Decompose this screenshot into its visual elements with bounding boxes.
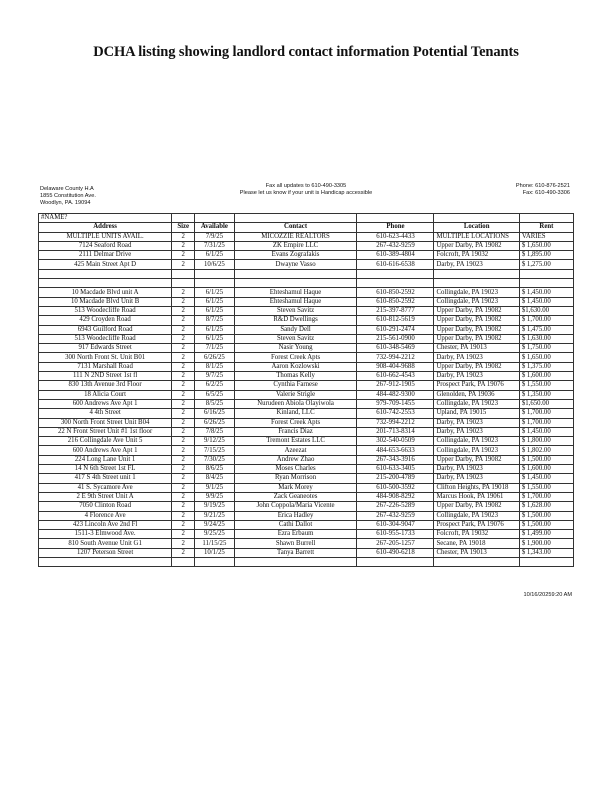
available-cell: 6/5/25 xyxy=(195,390,235,399)
available-cell: 9/12/25 xyxy=(195,437,235,446)
address-cell: 18 Alicia Court xyxy=(39,390,172,399)
size-cell: 2 xyxy=(172,474,195,483)
location-cell: Collingdale, PA 19023 xyxy=(434,437,519,446)
address-cell: 513 Woodecliffe Road xyxy=(39,306,172,315)
location-cell: Secane, PA 19018 xyxy=(434,539,519,548)
size-cell: 2 xyxy=(172,334,195,343)
listing-row xyxy=(39,334,574,343)
name-placeholder-cell: #NAME? xyxy=(39,214,172,223)
contact-cell: Steven Savitz xyxy=(234,334,357,343)
available-cell: 6/1/25 xyxy=(195,306,235,315)
rent-cell: $ 1,375.00 xyxy=(519,362,573,371)
listing-row xyxy=(39,492,574,501)
location-cell: Upper Darby, PA 19082 xyxy=(434,334,519,343)
contact-cell: Tremont Estates LLC xyxy=(234,437,357,446)
location-cell: Darby, PA 19023 xyxy=(434,418,519,427)
phone-cell: 267-912-1905 xyxy=(357,381,434,390)
rent-cell: $ 1,650.00 xyxy=(519,241,573,250)
address-cell: 4 Florence Ave xyxy=(39,511,172,520)
contact-cell: Aaron Kozlowski xyxy=(234,362,357,371)
col-header-available: Available xyxy=(195,223,235,232)
address-cell: 1511-3 Elmwood Ave. xyxy=(39,530,172,539)
blank-row xyxy=(39,557,574,566)
size-cell: 2 xyxy=(172,409,195,418)
location-cell: Darby, PA 19023 xyxy=(434,427,519,436)
available-cell: 6/2/25 xyxy=(195,381,235,390)
contact-cell: MICOZZIE REALTORS xyxy=(234,232,357,241)
size-cell: 2 xyxy=(172,539,195,548)
address-cell: 111 N 2ND Street 1st fl xyxy=(39,372,172,381)
size-cell: 2 xyxy=(172,344,195,353)
contact-cell: Evans Zografakis xyxy=(234,251,357,260)
location-cell: Clifton Heights, PA 19018 xyxy=(434,483,519,492)
phone-cell: 610-304-9047 xyxy=(357,520,434,529)
size-cell: 2 xyxy=(172,530,195,539)
size-cell: 2 xyxy=(172,381,195,390)
size-cell: 2 xyxy=(172,418,195,427)
contact-cell: Nasir Young xyxy=(234,344,357,353)
listing-table xyxy=(38,213,574,567)
available-cell: 9/21/25 xyxy=(195,511,235,520)
rent-cell: $ 1,900.00 xyxy=(519,539,573,548)
listing-row xyxy=(39,483,574,492)
listing-row xyxy=(39,455,574,464)
location-cell: Collingdale, PA 19023 xyxy=(434,297,519,306)
rent-cell: $ 1,500.00 xyxy=(519,511,573,520)
rent-cell: $ 1,500.00 xyxy=(519,520,573,529)
location-cell: Folcroft, PA 19032 xyxy=(434,251,519,260)
size-cell: 2 xyxy=(172,492,195,501)
col-header-address: Address xyxy=(39,223,172,232)
contact-cell: Cathi Dallot xyxy=(234,520,357,529)
contact-cell: Moses Charles xyxy=(234,465,357,474)
address-cell: 224 Long Lane Unit 1 xyxy=(39,455,172,464)
address-cell: 22 N Front Street Unit #1 1st floor xyxy=(39,427,172,436)
rent-cell: $ 1,500.00 xyxy=(519,455,573,464)
handicap-note: Please let us know if your unit is Handicap accessible xyxy=(239,190,373,196)
phone-cell: 267-432-9259 xyxy=(357,511,434,520)
address-cell: 6943 Guilford Road xyxy=(39,325,172,334)
listing-row xyxy=(39,251,574,260)
listing-row xyxy=(39,511,574,520)
fax-notice-block xyxy=(200,183,412,197)
available-cell: 11/15/25 xyxy=(195,539,235,548)
phone-cell: 610-633-3405 xyxy=(357,465,434,474)
phone-cell: 732-994-2212 xyxy=(357,353,434,362)
agency-name: Delaware County H.A xyxy=(40,186,94,192)
available-cell: 7/9/25 xyxy=(195,232,235,241)
rent-cell: $ 1,550.00 xyxy=(519,483,573,492)
col-header-contact: Contact xyxy=(234,223,357,232)
address-cell: MULTIPLE UNITS AVAIL. xyxy=(39,232,172,241)
rent-cell: $ 1,802.00 xyxy=(519,446,573,455)
available-cell: 6/26/25 xyxy=(195,418,235,427)
contact-cell: Forest Creek Apts xyxy=(234,353,357,362)
available-cell: 9/7/25 xyxy=(195,372,235,381)
contact-cell: Ehteshamul Haque xyxy=(234,297,357,306)
available-cell: 7/15/25 xyxy=(195,446,235,455)
contact-cell: Thomas Kelly xyxy=(234,372,357,381)
phone-cell: 732-994-2212 xyxy=(357,418,434,427)
agency-address-block xyxy=(40,186,96,207)
column-header-row xyxy=(39,223,574,232)
phone-cell: 610-291-2474 xyxy=(357,325,434,334)
size-cell: 2 xyxy=(172,297,195,306)
available-cell: 6/1/25 xyxy=(195,334,235,343)
contact-cell: Zack Geaneotes xyxy=(234,492,357,501)
address-cell: 41 S. Sycamore Ave xyxy=(39,483,172,492)
contact-cell: Ezra Erbaum xyxy=(234,530,357,539)
rent-cell: $ 1,895.00 xyxy=(519,251,573,260)
location-cell: Marcus Hook, PA 19061 xyxy=(434,492,519,501)
contact-cell: Dwayne Vasso xyxy=(234,260,357,269)
location-cell: Upper Darby, PA 19082 xyxy=(434,241,519,250)
agency-contact-block xyxy=(516,183,570,197)
phone-cell: 215-561-0900 xyxy=(357,334,434,343)
address-cell: 14 N 6th Street 1st FL xyxy=(39,465,172,474)
rent-cell: $1,650.00 xyxy=(519,399,573,408)
phone-cell: 267-432-9259 xyxy=(357,241,434,250)
rent-cell: $ 1,350.00 xyxy=(519,390,573,399)
available-cell: 7/31/25 xyxy=(195,241,235,250)
contact-cell: Kinland, LLC xyxy=(234,409,357,418)
available-cell: 10/1/25 xyxy=(195,548,235,557)
listing-row xyxy=(39,502,574,511)
size-cell: 2 xyxy=(172,260,195,269)
available-cell: 9/24/25 xyxy=(195,520,235,529)
location-cell: Glenolden, PA 19036 xyxy=(434,390,519,399)
phone-cell: 267-226-5289 xyxy=(357,502,434,511)
contact-cell: R&D Dwellings xyxy=(234,316,357,325)
agency-fax: Fax: 610-490-3306 xyxy=(522,190,570,196)
listing-row xyxy=(39,474,574,483)
address-cell: 830 13th Avenue 3rd Floor xyxy=(39,381,172,390)
location-cell: Collingdale, PA 19023 xyxy=(434,288,519,297)
address-cell: 4 4th Street xyxy=(39,409,172,418)
rent-cell: $ 1,275.00 xyxy=(519,260,573,269)
blank-row xyxy=(39,269,574,278)
listing-row xyxy=(39,241,574,250)
location-cell: Chester, PA 19013 xyxy=(434,344,519,353)
size-cell: 2 xyxy=(172,399,195,408)
agency-city: Woodlyn, PA. 19094 xyxy=(40,200,91,206)
listing-row xyxy=(39,390,574,399)
size-cell: 2 xyxy=(172,232,195,241)
size-cell: 2 xyxy=(172,483,195,492)
size-cell: 2 xyxy=(172,306,195,315)
rent-cell: $ 1,800.00 xyxy=(519,437,573,446)
address-cell: 600 Andrews Ave Apt 1 xyxy=(39,446,172,455)
listing-row xyxy=(39,418,574,427)
rent-cell: $ 1,630.00 xyxy=(519,334,573,343)
rent-cell: $ 1,700.00 xyxy=(519,409,573,418)
address-cell: 7124 Seaford Road xyxy=(39,241,172,250)
size-cell: 2 xyxy=(172,437,195,446)
rent-cell: $ 1,550.00 xyxy=(519,381,573,390)
listing-row xyxy=(39,548,574,557)
available-cell: 8/5/25 xyxy=(195,399,235,408)
contact-cell: Cynthia Farnese xyxy=(234,381,357,390)
phone-cell: 610-662-4543 xyxy=(357,372,434,381)
phone-cell: 610-490-6218 xyxy=(357,548,434,557)
rent-cell: $ 1,499.00 xyxy=(519,530,573,539)
phone-cell: 610-742-2553 xyxy=(357,409,434,418)
available-cell: 7/1/25 xyxy=(195,344,235,353)
rent-cell: $ 1,450.00 xyxy=(519,427,573,436)
listing-row xyxy=(39,520,574,529)
listing-row xyxy=(39,362,574,371)
size-cell: 2 xyxy=(172,455,195,464)
address-cell: 7131 Marshall Road xyxy=(39,362,172,371)
listing-row xyxy=(39,353,574,362)
col-header-size: Size xyxy=(172,223,195,232)
address-cell: 7050 Clinton Road xyxy=(39,502,172,511)
size-cell: 2 xyxy=(172,353,195,362)
phone-cell: 610-500-3592 xyxy=(357,483,434,492)
size-cell: 2 xyxy=(172,520,195,529)
phone-cell: 484-653-6633 xyxy=(357,446,434,455)
contact-cell: Steven Savitz xyxy=(234,306,357,315)
rent-cell: $ 1,450.00 xyxy=(519,474,573,483)
size-cell: 2 xyxy=(172,548,195,557)
rent-cell: $ 1,700.00 xyxy=(519,316,573,325)
phone-cell: 610-812-5619 xyxy=(357,316,434,325)
rent-cell: $ 1,700.00 xyxy=(519,418,573,427)
contact-cell: Mark Morey xyxy=(234,483,357,492)
size-cell: 2 xyxy=(172,251,195,260)
size-cell: 2 xyxy=(172,241,195,250)
location-cell: Upper Darby, PA 19082 xyxy=(434,362,519,371)
contact-cell: Ehteshamul Haque xyxy=(234,288,357,297)
page-title: DCHA listing showing landlord contact information Potential Tenants xyxy=(93,44,519,60)
location-cell: Prospect Park, PA 19076 xyxy=(434,381,519,390)
rent-cell: $ 1,628.00 xyxy=(519,502,573,511)
available-cell: 6/1/25 xyxy=(195,251,235,260)
listing-row xyxy=(39,446,574,455)
phone-cell: 610-389-4804 xyxy=(357,251,434,260)
contact-cell: Ryan Morrison xyxy=(234,474,357,483)
contact-cell: Forest Creek Apts xyxy=(234,418,357,427)
phone-cell: 610-348-5469 xyxy=(357,344,434,353)
contact-cell: Valerie Strigle xyxy=(234,390,357,399)
listing-group-1 xyxy=(39,232,574,269)
listing-row xyxy=(39,372,574,381)
location-cell: Darby, PA 19023 xyxy=(434,474,519,483)
location-cell: Darby, PA 19023 xyxy=(434,260,519,269)
available-cell: 8/1/25 xyxy=(195,362,235,371)
rent-cell: $ 1,750.00 xyxy=(519,344,573,353)
size-cell: 2 xyxy=(172,372,195,381)
address-cell: 417 S 4th Street unit 1 xyxy=(39,474,172,483)
listing-group-2 xyxy=(39,288,574,558)
available-cell: 7/8/25 xyxy=(195,427,235,436)
rent-cell: $ 1,650.00 xyxy=(519,353,573,362)
available-cell: 8/4/25 xyxy=(195,474,235,483)
available-cell: 6/16/25 xyxy=(195,409,235,418)
contact-cell: Tanya Barrett xyxy=(234,548,357,557)
rent-cell: $ 1,343.00 xyxy=(519,548,573,557)
size-cell: 2 xyxy=(172,465,195,474)
location-cell: Upland, PA 19015 xyxy=(434,409,519,418)
fax-updates-note: Fax all updates to 610-490-3305 xyxy=(265,183,347,189)
phone-cell: 267-343-3916 xyxy=(357,455,434,464)
address-cell: 600 Andrews Ave Apt 1 xyxy=(39,399,172,408)
phone-cell: 215-397-8777 xyxy=(357,306,434,315)
rent-cell: $ 1,600.00 xyxy=(519,465,573,474)
address-cell: 2111 Delmar Drive xyxy=(39,251,172,260)
listing-row xyxy=(39,399,574,408)
size-cell: 2 xyxy=(172,288,195,297)
listing-row xyxy=(39,316,574,325)
available-cell: 8/6/25 xyxy=(195,465,235,474)
phone-cell: 610-616-6538 xyxy=(357,260,434,269)
address-cell: 513 Woodecliffe Road xyxy=(39,334,172,343)
trailing-blank-rows xyxy=(39,557,574,566)
available-cell: 6/1/25 xyxy=(195,297,235,306)
blank-row xyxy=(39,279,574,288)
location-cell: Collingdale, PA 19023 xyxy=(434,446,519,455)
listing-row xyxy=(39,465,574,474)
contact-cell: Sandy Dell xyxy=(234,325,357,334)
rent-cell: $ 1,700.00 xyxy=(519,492,573,501)
address-cell: 917 Edwards Street xyxy=(39,344,172,353)
phone-cell: 267-205-1257 xyxy=(357,539,434,548)
listing-row xyxy=(39,325,574,334)
listing-row xyxy=(39,306,574,315)
available-cell: 6/1/25 xyxy=(195,325,235,334)
contact-cell: Azeezat xyxy=(234,446,357,455)
available-cell: 9/1/25 xyxy=(195,483,235,492)
size-cell: 2 xyxy=(172,511,195,520)
phone-cell: 302-540-0509 xyxy=(357,437,434,446)
phone-cell: 215-200-4789 xyxy=(357,474,434,483)
name-placeholder-row xyxy=(39,214,574,223)
spacer-rows xyxy=(39,269,574,288)
location-cell: MULTIPLE LOCATIONS xyxy=(434,232,519,241)
available-cell: 6/26/25 xyxy=(195,353,235,362)
phone-cell: 610-850-2592 xyxy=(357,288,434,297)
size-cell: 2 xyxy=(172,502,195,511)
location-cell: Chester, PA 19013 xyxy=(434,548,519,557)
location-cell: Prospect Park, PA 19076 xyxy=(434,520,519,529)
size-cell: 2 xyxy=(172,446,195,455)
contact-cell: Nurudeen Abiola Olayiwola xyxy=(234,399,357,408)
phone-cell: 908-404-9688 xyxy=(357,362,434,371)
size-cell: 2 xyxy=(172,325,195,334)
listing-row xyxy=(39,344,574,353)
contact-cell: Erica Hadley xyxy=(234,511,357,520)
size-cell: 2 xyxy=(172,390,195,399)
location-cell: Folcroft, PA 19032 xyxy=(434,530,519,539)
listing-row xyxy=(39,381,574,390)
available-cell: 10/6/25 xyxy=(195,260,235,269)
size-cell: 2 xyxy=(172,362,195,371)
address-cell: 2 E 9th Street Unit A xyxy=(39,492,172,501)
phone-cell: 610-955-1733 xyxy=(357,530,434,539)
listing-row xyxy=(39,297,574,306)
rent-cell: $1,630.00 xyxy=(519,306,573,315)
address-cell: 216 Collingdale Ave Unit 5 xyxy=(39,437,172,446)
listing-row xyxy=(39,232,574,241)
available-cell: 9/19/25 xyxy=(195,502,235,511)
contact-cell: Andrew Zhao xyxy=(234,455,357,464)
phone-cell: 610-623-4433 xyxy=(357,232,434,241)
location-cell: Upper Darby, PA 19082 xyxy=(434,502,519,511)
agency-phone: Phone: 610-876-2521 xyxy=(515,183,570,189)
available-cell: 6/1/25 xyxy=(195,288,235,297)
col-header-phone: Phone xyxy=(357,223,434,232)
address-cell: 10 Macdade Blvd Unit B xyxy=(39,297,172,306)
address-cell: 425 Main Street Apt D xyxy=(39,260,172,269)
address-cell: 810 South Avenue Unit G1 xyxy=(39,539,172,548)
location-cell: Upper Darby, PA 19082 xyxy=(434,306,519,315)
address-cell: 1207 Peterson Street xyxy=(39,548,172,557)
phone-cell: 610-850-2592 xyxy=(357,297,434,306)
phone-cell: 484-908-8292 xyxy=(357,492,434,501)
listing-row xyxy=(39,437,574,446)
available-cell: 9/9/25 xyxy=(195,492,235,501)
address-cell: 10 Macdade Blvd unit A xyxy=(39,288,172,297)
col-header-location: Location xyxy=(434,223,519,232)
address-cell: 423 Lincoln Ave 2nd Fl xyxy=(39,520,172,529)
rent-cell: VARIES xyxy=(519,232,573,241)
location-cell: Upper Darby, PA 19082 xyxy=(434,455,519,464)
size-cell: 2 xyxy=(172,427,195,436)
location-cell: Darby, PA 19023 xyxy=(434,372,519,381)
size-cell: 2 xyxy=(172,316,195,325)
phone-cell: 484-482-9300 xyxy=(357,390,434,399)
listing-row xyxy=(39,260,574,269)
location-cell: Upper Darby, PA 19082 xyxy=(434,325,519,334)
col-header-rent: Rent xyxy=(519,223,573,232)
contact-cell: Shawn Burrell xyxy=(234,539,357,548)
listing-row xyxy=(39,288,574,297)
location-cell: Darby, PA 19023 xyxy=(434,353,519,362)
location-cell: Collingdale, PA 19023 xyxy=(434,511,519,520)
available-cell: 9/25/25 xyxy=(195,530,235,539)
contact-cell: John Coppola/Maria Vicente xyxy=(234,502,357,511)
listing-row xyxy=(39,409,574,418)
print-timestamp: 10/16/20259:20 AM xyxy=(523,592,572,598)
rent-cell: $ 1,450.00 xyxy=(519,288,573,297)
location-cell: Upper Darby, PA 19082 xyxy=(434,316,519,325)
contact-cell: Francis Diaz xyxy=(234,427,357,436)
address-cell: 429 Croyden Road xyxy=(39,316,172,325)
agency-street: 1855 Constitution Ave. xyxy=(40,193,96,199)
phone-cell: 979-709-1455 xyxy=(357,399,434,408)
location-cell: Collingdale, PA 19023 xyxy=(434,399,519,408)
location-cell: Darby, PA 19023 xyxy=(434,465,519,474)
listing-row xyxy=(39,539,574,548)
contact-cell: ZK Empire LLC xyxy=(234,241,357,250)
listing-row xyxy=(39,530,574,539)
rent-cell: $ 1,475.00 xyxy=(519,325,573,334)
phone-cell: 201-713-8314 xyxy=(357,427,434,436)
available-cell: 7/30/25 xyxy=(195,455,235,464)
address-cell: 300 North Front St. Unit B01 xyxy=(39,353,172,362)
rent-cell: $ 1,600.00 xyxy=(519,372,573,381)
listing-row xyxy=(39,427,574,436)
available-cell: 8/7/25 xyxy=(195,316,235,325)
rent-cell: $ 1,450.00 xyxy=(519,297,573,306)
address-cell: 300 North Front Street Unit B04 xyxy=(39,418,172,427)
